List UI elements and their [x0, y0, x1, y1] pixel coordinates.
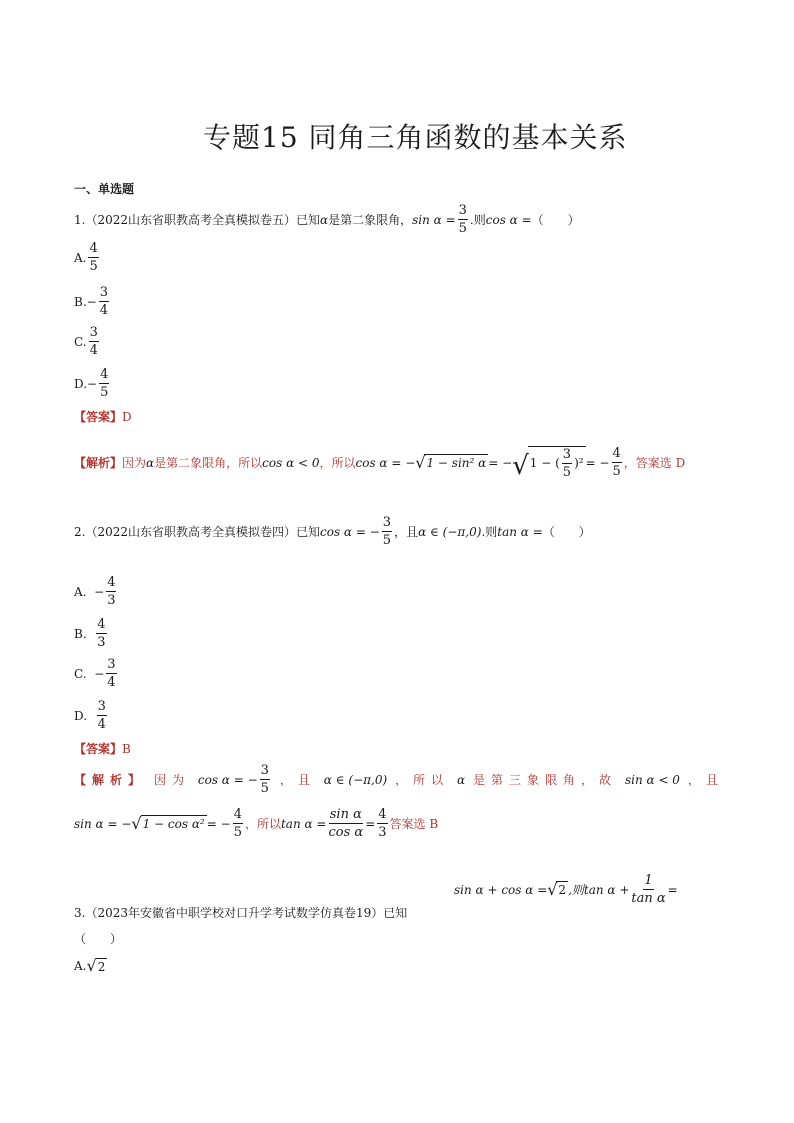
analysis-math: sin α = − — [74, 816, 132, 831]
q2-prefix: 2.（2022山东省职教高考全真模拟卷四）已知 — [74, 525, 320, 539]
q1-answer — [74, 408, 132, 425]
option-label: D. — [74, 708, 88, 723]
answer-value: D — [122, 409, 132, 424]
q2-answer — [74, 740, 131, 757]
option-label: A. — [74, 584, 87, 599]
option-numerator: 3 — [89, 325, 98, 340]
option-denominator: 3 — [97, 635, 106, 650]
q2-paren: （ ） — [542, 525, 591, 539]
q3-option-a — [74, 958, 107, 974]
frac-numerator: 3 — [562, 447, 572, 462]
q1-prefix: 1.（2022山东省职教高考全真模拟卷五）已知 — [74, 213, 320, 227]
option-numerator: 4 — [89, 241, 98, 256]
option-label: B. — [74, 294, 87, 309]
analysis-label: 【解析】 — [74, 773, 147, 787]
analysis-text: ，所以 — [395, 773, 450, 787]
option-numerator: 4 — [100, 367, 109, 382]
option-label: D. — [74, 376, 88, 391]
page-title: 专题15 同角三角函数的基本关系 — [203, 121, 628, 154]
q3-eq: = — [667, 882, 678, 897]
q3-cond: sin α + cos α = — [454, 882, 548, 897]
q1-frac-numerator: 3 — [458, 203, 467, 218]
analysis-alpha: α — [457, 772, 466, 787]
q2-frac-numerator: 3 — [382, 515, 392, 530]
option-denominator: 4 — [89, 343, 98, 358]
radicand: 2 — [558, 883, 567, 898]
analysis-text: ，答案选 D — [623, 456, 686, 470]
q2-cos: cos α = − — [320, 524, 380, 539]
q2-tan: tan α = — [497, 524, 543, 539]
q1-option-d — [74, 368, 111, 399]
q3-paren-text: （ ） — [74, 932, 123, 946]
frac-denominator: 5 — [562, 465, 572, 480]
frac-denominator: tan α — [631, 891, 666, 906]
option-sign: − — [86, 294, 97, 309]
frac-numerator: 4 — [233, 807, 242, 822]
analysis-label: 【解析】 — [74, 456, 123, 470]
frac-denominator: 5 — [612, 464, 621, 479]
frac-denominator: 5 — [260, 781, 269, 796]
answer-label: 【答案】 — [74, 742, 123, 756]
frac-denominator: 5 — [233, 825, 242, 840]
analysis-math: = − — [488, 455, 513, 470]
q3-condition — [454, 874, 678, 905]
analysis-math: α ∈ (−π,0) — [323, 772, 388, 787]
q1-paren: （ ） — [531, 213, 580, 227]
analysis-math: = − — [206, 816, 231, 831]
q1-alpha: α — [320, 212, 329, 227]
sqrt-expression: √ 2 — [547, 879, 567, 899]
q2-option-a — [74, 576, 118, 607]
option-label: A. — [74, 959, 87, 974]
analysis-text: ，所以 — [319, 456, 356, 470]
q1-analysis — [74, 446, 685, 479]
analysis-alpha: α — [146, 455, 155, 470]
analysis-math: = — [365, 816, 376, 831]
frac-numerator: 1 — [644, 873, 653, 888]
option-numerator: 3 — [99, 285, 108, 300]
analysis-math — [198, 764, 272, 795]
q2-frac-denominator: 5 — [382, 533, 392, 548]
answer-value: B — [122, 741, 131, 756]
question-3-stem — [74, 904, 407, 921]
frac-numerator: 3 — [260, 763, 269, 778]
radicand: 1 − sin² α — [426, 456, 487, 471]
sqrt-expression: √ 1 − sin² α — [415, 452, 487, 472]
radicand: )² — [574, 456, 584, 471]
q1-sin: sin α = — [412, 212, 456, 227]
question-1-stem — [74, 204, 580, 235]
analysis-text: ，且 — [687, 773, 724, 787]
q2-mid2: .则 — [481, 525, 498, 539]
analysis-math: cos α < 0 — [262, 455, 320, 470]
sqrt-expression: √ 1 − cos α² — [131, 813, 205, 833]
analysis-text: 因为 — [153, 773, 190, 787]
sqrt-expression: √ 1 − ( $\frac{3}{5}$ )² — [512, 447, 584, 481]
analysis-math: = − — [585, 455, 610, 470]
option-denominator: 4 — [107, 675, 116, 690]
option-denominator: 4 — [97, 717, 106, 732]
option-denominator: 5 — [100, 385, 109, 400]
q2-mid: ，且 — [394, 525, 419, 539]
q1-fraction — [458, 204, 468, 235]
option-sign: − — [94, 666, 105, 681]
math-text: cos α = − — [197, 772, 258, 787]
radicand: 2 — [97, 960, 106, 974]
q2-analysis-line1 — [74, 764, 724, 795]
analysis-text: 因为 — [122, 456, 147, 470]
frac-denominator: 3 — [378, 825, 387, 840]
option-numerator: 3 — [97, 699, 106, 714]
analysis-text: 答案选 B — [389, 817, 439, 831]
option-label: A. — [74, 250, 87, 265]
option-numerator: 4 — [107, 575, 116, 590]
option-denominator: 3 — [107, 593, 116, 608]
q2-range: α ∈ (−π,0) — [418, 524, 482, 539]
analysis-text: 是第三象限角，故 — [473, 773, 618, 787]
option-denominator: 5 — [89, 259, 98, 274]
q2-analysis-line2 — [74, 808, 438, 839]
section-heading: 一、单选题 — [74, 182, 135, 196]
q1-cos: cos α = — [485, 212, 532, 227]
frac-numerator: 4 — [378, 807, 387, 822]
option-label: C. — [74, 666, 87, 681]
option-sign: − — [87, 376, 98, 391]
q2-option-c — [74, 658, 119, 689]
q1-frac-denominator: 5 — [458, 221, 467, 236]
radicand: 1 − ( — [529, 456, 560, 471]
option-label: B. — [74, 626, 87, 641]
q1-mid: 是第二象限角， — [328, 213, 413, 227]
analysis-text: 是第二象限角，所以 — [154, 456, 263, 470]
q1-mid2: .则 — [469, 213, 486, 227]
frac-denominator: cos α — [328, 825, 364, 840]
q1-option-a — [74, 242, 101, 273]
analysis-math: tan α = — [280, 816, 327, 831]
frac-numerator: sin α — [329, 807, 362, 822]
answer-label: 【答案】 — [74, 410, 123, 424]
q1-option-c — [74, 326, 101, 357]
sqrt-expression: √ 2 — [86, 956, 106, 976]
q2-option-d — [74, 700, 109, 731]
option-sign: − — [94, 584, 105, 599]
option-numerator: 3 — [107, 657, 116, 672]
q1-option-b — [74, 286, 111, 317]
q2-option-b — [74, 618, 109, 649]
radicand: 1 − cos α² — [142, 817, 205, 832]
option-numerator: 4 — [97, 617, 106, 632]
question-2-stem — [74, 516, 591, 547]
q3-cond2: ,则tan α + — [568, 883, 630, 897]
q3-prefix: 3.（2023年安徽省中职学校对口升学考试数学仿真卷19）已知 — [74, 906, 408, 920]
analysis-math: sin α < 0 — [624, 772, 680, 787]
q3-paren — [74, 930, 122, 947]
analysis-text: ，所以 — [244, 817, 281, 831]
analysis-text: ，且 — [279, 773, 316, 787]
analysis-math: cos α = − — [355, 455, 416, 470]
option-label: C. — [74, 334, 87, 349]
frac-numerator: 4 — [612, 446, 621, 461]
option-denominator: 4 — [99, 303, 108, 318]
